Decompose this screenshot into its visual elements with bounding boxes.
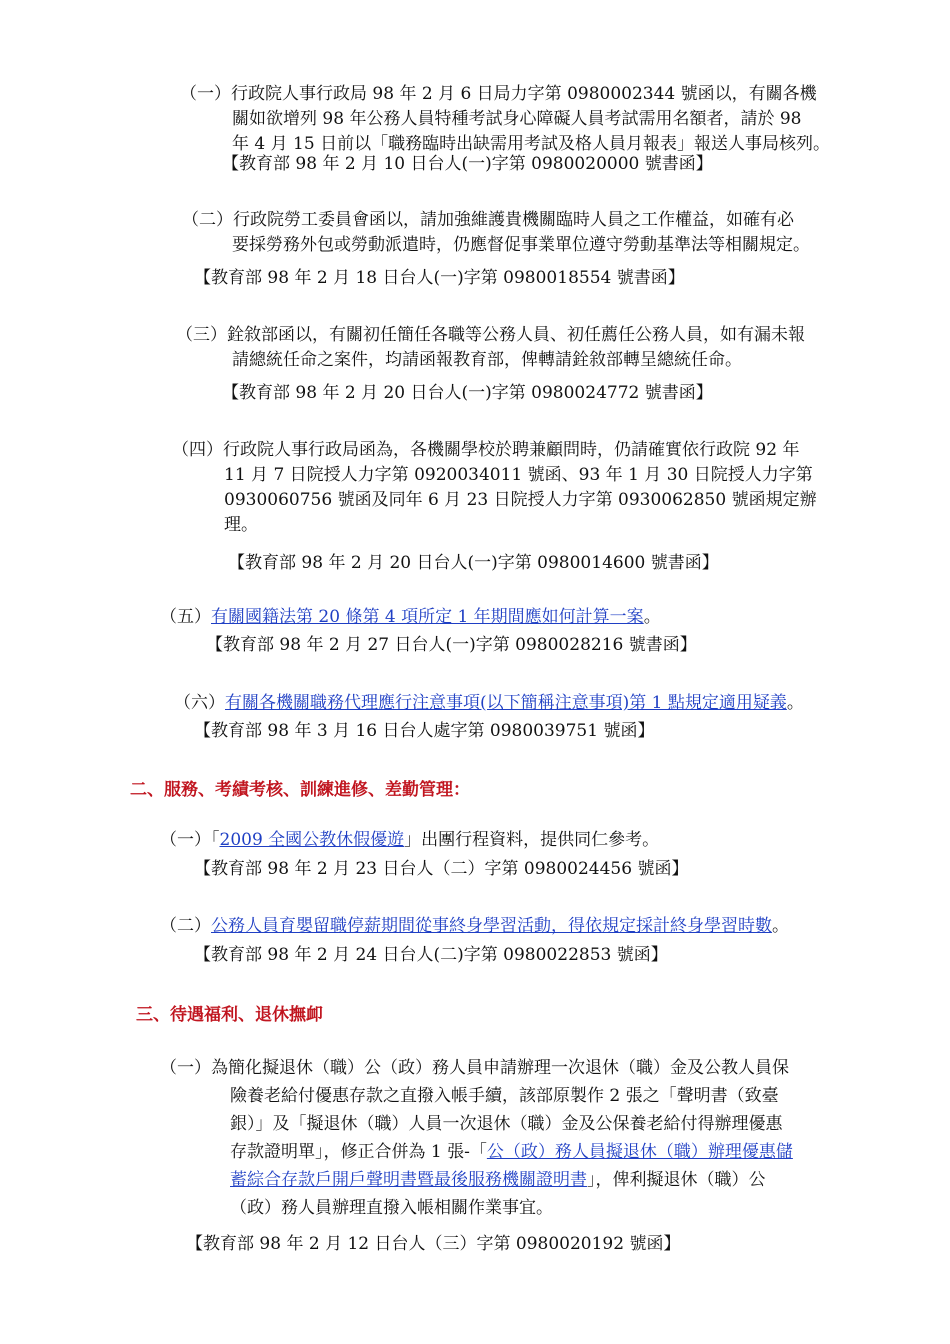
item-text: 11 月 7 日院授人力字第 0920034011 號函、93 年 1 月 30 日院授人力字第 [224,465,813,485]
item-1-4 [172,438,817,538]
item-number: （三） [176,325,227,345]
item-text: 行政院勞工委員會函以，請加強維護貴機關臨時人員之工作權益，如確有必 [233,210,794,230]
item-number: （二） [182,210,233,230]
reference-note: 【教育部 98 年 2 月 24 日台人(二)字第 0980022853 號函】 [194,945,668,965]
reference-note: 【教育部 98 年 2 月 12 日台人（三）字第 0980020192 號函】 [186,1234,681,1254]
item-text: （政）務人員辦理直撥入帳相關作業事宜。 [230,1198,553,1218]
item-text: 銀）」及「擬退休（職）人員一次退休（職）金及公保養老給付得辦理優惠 [230,1114,783,1134]
item-number: （二） [160,916,211,936]
item-1-6: （六）有關各機關職務代理應行注意事項(以下簡稱注意事項)第 1 點規定適用疑義。 [174,693,804,713]
item-text: 為簡化擬退休（職）公（政）務人員申請辦理一次退休（職）金及公教人員保 [211,1058,789,1078]
reference-note: 【教育部 98 年 2 月 18 日台人(一)字第 0980018554 號書函】 [194,268,685,288]
item-text: 銓敘部函以，有關初任簡任各職等公務人員、初任薦任公務人員，如有漏未報 [227,325,805,345]
item-2-1: （一）「2009 全國公教休假優遊」出團行程資料，提供同仁參考。 [160,830,660,850]
item-number: （六） [174,693,225,713]
item-text: 要採勞務外包或勞動派遣時，仍應督促事業單位遵守勞動基準法等相關規定。 [232,235,810,255]
item-text: 險養老給付優惠存款之直撥入帳手續，該部原製作 2 張之「聲明書（致臺 [230,1086,779,1106]
job-deputy-rules-link[interactable]: 有關各機關職務代理應行注意事項(以下簡稱注意事項)第 1 點規定適用疑義 [225,693,787,713]
item-text: 行政院人事行政局函為，各機關學校於聘兼顧問時，仍請確實依行政院 92 年 [223,440,800,460]
item-2-2: （二）公務人員育嬰留職停薪期間從事終身學習活動，得依規定採計終身學習時數。 [160,916,789,936]
item-number: （五） [160,607,211,627]
item-number: （四） [172,440,223,460]
item-number: （一） [160,830,211,850]
reference-note: 【教育部 98 年 2 月 23 日台人（二）字第 0980024456 號函】 [194,859,689,879]
item-text: 關如欲增列 98 年公務人員特種考試身心障礙人員考試需用名額者，請於 98 [232,109,802,129]
item-1-5: （五）有關國籍法第 20 條第 4 項所定 1 年期間應如何計算一案。 [160,607,661,627]
reference-note: 【教育部 98 年 2 月 20 日台人(一)字第 0980014600 號書函】 [228,553,719,573]
retirement-deposit-form-link[interactable]: 公（政）務人員擬退休（職）辦理優惠儲 [486,1142,793,1162]
item-text: 理。 [224,515,258,535]
item-text: 年 4 月 15 日前以「職務臨時出缺需用考試及格人員月報表」報送人事局核列。 [232,134,831,154]
parental-leave-learning-link[interactable]: 公務人員育嬰留職停薪期間從事終身學習活動，得依規定採計終身學習時數 [211,916,772,936]
item-text: 請總統任命之案件，均請函報教育部，俾轉請銓敘部轉呈總統任命。 [232,350,742,370]
reference-note: 【教育部 98 年 2 月 20 日台人(一)字第 0980024772 號書函】 [222,383,713,403]
nationality-law-link[interactable]: 有關國籍法第 20 條第 4 項所定 1 年期間應如何計算一案 [211,607,644,627]
reference-note: 【教育部 98 年 3 月 16 日台人處字第 0980039751 號函】 [194,721,655,741]
item-text: 0930060756 號函及同年 6 月 23 日院授人力字第 0930062850 號函規定辦 [224,490,817,510]
retirement-deposit-form-link-cont[interactable]: 蓄綜合存款戶開戶聲明書暨最後服務機關證明書 [230,1170,587,1190]
item-number: （一） [180,84,231,104]
item-1-2 [182,208,810,258]
item-3-1: （一）為簡化擬退休（職）公（政）務人員申請辦理一次退休（職）金及公教人員保 險養老給付優惠存款之直撥入帳手續，該部原製作 2 張之「聲明書（致臺 銀）」及「擬退休（職）人員一次退休（職）金及公保養老給付得辦理優惠 存款證明單」，修正合併為 1 張-「公（政）務人員擬退休（職）辦理優惠儲 蓄綜合存款戶開戶聲明書暨最後服務機關證明書」，俾利擬退休（職）公 （政）務人員辦理直撥入帳相關作業事宜。 [160,1056,793,1221]
section-heading-3: 三、待遇福利、退休撫卹 [136,1005,323,1025]
section-heading-2: 二、服務、考績考核、訓練進修、差勤管理： [130,780,470,800]
item-text: 行政院人事行政局 98 年 2 月 6 日局力字第 0980002344 號函以，有關各機 [231,84,817,104]
reference-note: 【教育部 98 年 2 月 27 日台人(一)字第 0980028216 號書函】 [206,635,697,655]
reference-note: 【教育部 98 年 2 月 10 日台人(一)字第 0980020000 號書函】 [222,154,713,174]
vacation-tour-link[interactable]: 2009 全國公教休假優遊 [219,830,405,850]
item-1-3 [176,323,805,373]
item-1-1 [180,82,830,157]
item-number: （一） [160,1058,211,1078]
